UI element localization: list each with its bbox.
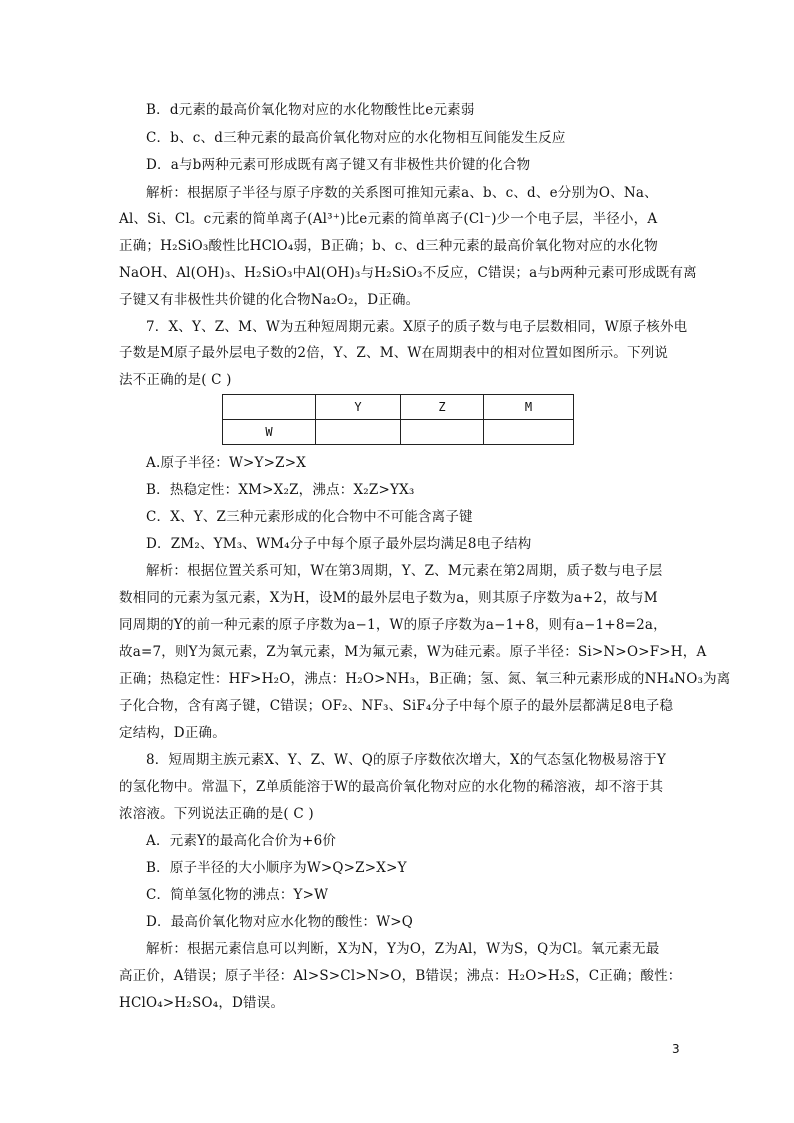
analysis-q6-line: Al、Si、Cl。c元素的简单离子(Al³⁺)比e元素的简单离子(Cl⁻)少一个电子层，半径小，A	[119, 211, 658, 227]
option-c-q7: C．X、Y、Z三种元素形成的化合物中不可能含离子键	[146, 509, 473, 525]
question-8-stem: 的氢化物中。常温下，Z单质能溶于W的最高价氧化物对应的水化物的稀溶液，却不溶于其	[119, 779, 664, 795]
table-row	[223, 395, 574, 420]
analysis-q7-line: 故a=7，则Y为氮元素，Z为氧元素，M为氟元素，W为硅元素。原子半径：Si>N>O>F>H，A	[119, 644, 707, 660]
table-row	[223, 420, 574, 445]
option-b-q7: B．热稳定性：XM>X₂Z，沸点：X₂Z>YX₃	[146, 482, 415, 498]
table-cell	[316, 420, 401, 445]
option-c-q6: C．b、c、d三种元素的最高价氧化物对应的水化物相互间能发生反应	[146, 130, 566, 146]
analysis-q8-line: 解析：根据元素信息可以判断，X为N，Y为O，Z为Al，W为S，Q为Cl。氧元素无最	[146, 941, 660, 957]
periodic-position-table	[222, 394, 574, 445]
question-7-stem: 7．X、Y、Z、M、W为五种短周期元素。X原子的质子数与电子层数相同，W原子核外电	[146, 319, 688, 335]
analysis-q6-line: NaOH、Al(OH)₃、H₂SiO₃中Al(OH)₃与H₂SiO₃不反应，C错误；a与b两种元素可形成既有离	[119, 265, 697, 281]
page-number: 3	[672, 1042, 680, 1056]
analysis-q7-line: 解析：根据位置关系可知，W在第3周期，Y、Z、M元素在第2周期，质子数与电子层	[146, 563, 663, 579]
option-d-q8: D．最高价氧化物对应水化物的酸性：W>Q	[146, 914, 414, 930]
question-8-stem: 浓溶液。下列说法正确的是( C )	[119, 806, 314, 822]
table-cell: W	[223, 420, 316, 445]
table-cell	[223, 395, 316, 420]
table-cell: M	[484, 395, 574, 420]
table-cell	[484, 420, 574, 445]
option-d-q7: D．ZM₂、YM₃、WM₄分子中每个原子最外层均满足8电子结构	[146, 536, 532, 552]
analysis-q6-line: 正确；H₂SiO₃酸性比HClO₄弱，B正确；b、c、d三种元素的最高价氧化物对应的水化物	[119, 238, 658, 254]
analysis-q6-line: 解析：根据原子半径与原子序数的关系图可推知元素a、b、c、d、e分别为O、Na、	[146, 185, 658, 201]
question-7-stem: 子数是M原子最外层电子数的2倍，Y、Z、M、W在周期表中的相对位置如图所示。下列说	[119, 345, 669, 361]
option-a-q7: A.原子半径：W>Y>Z>X	[146, 455, 307, 471]
analysis-q8-line: HClO₄>H₂SO₄，D错误。	[119, 995, 285, 1011]
analysis-q7-line: 同周期的Y的前一种元素的原子序数为a−1，W的原子序数为a−1+8，则有a−1+8=2a，	[119, 617, 667, 633]
analysis-q6-line: 子键又有非极性共价键的化合物Na₂O₂，D正确。	[119, 292, 420, 308]
option-d-q6: D．a与b两种元素可形成既有离子键又有非极性共价键的化合物	[146, 157, 531, 173]
option-c-q8: C．简单氢化物的沸点：Y>W	[146, 887, 329, 903]
table-cell	[401, 420, 484, 445]
analysis-q7-line: 定结构，D正确。	[119, 725, 226, 741]
table-cell: Y	[316, 395, 401, 420]
analysis-q8-line: 高正价，A错误；原子半径：Al>S>Cl>N>O，B错误；沸点：H₂O>H₂S，C正确；酸性：	[119, 968, 682, 984]
option-a-q8: A．元素Y的最高化合价为+6价	[146, 833, 337, 849]
option-b-q8: B．原子半径的大小顺序为W>Q>Z>X>Y	[146, 860, 407, 876]
analysis-q7-line: 正确；热稳定性：HF>H₂O，沸点：H₂O>NH₃，B正确；氢、氮、氧三种元素形成的NH₄NO₃为离	[119, 671, 731, 687]
analysis-q7-line: 数相同的元素为氢元素，X为H，设M的最外层电子数为a，则其原子序数为a+2，故与M	[119, 590, 658, 606]
option-b-q6: B．d元素的最高价氧化物对应的水化物酸性比e元素弱	[146, 102, 475, 118]
question-8-stem: 8．短周期主族元素X、Y、Z、W、Q的原子序数依次增大，X的气态氢化物极易溶于Y	[146, 752, 666, 768]
analysis-q7-line: 子化合物，含有离子键，C错误；OF₂、NF₃、SiF₄分子中每个原子的最外层都满足8电子稳	[119, 698, 674, 714]
table-cell: Z	[401, 395, 484, 420]
question-7-stem: 法不正确的是( C )	[119, 372, 232, 388]
